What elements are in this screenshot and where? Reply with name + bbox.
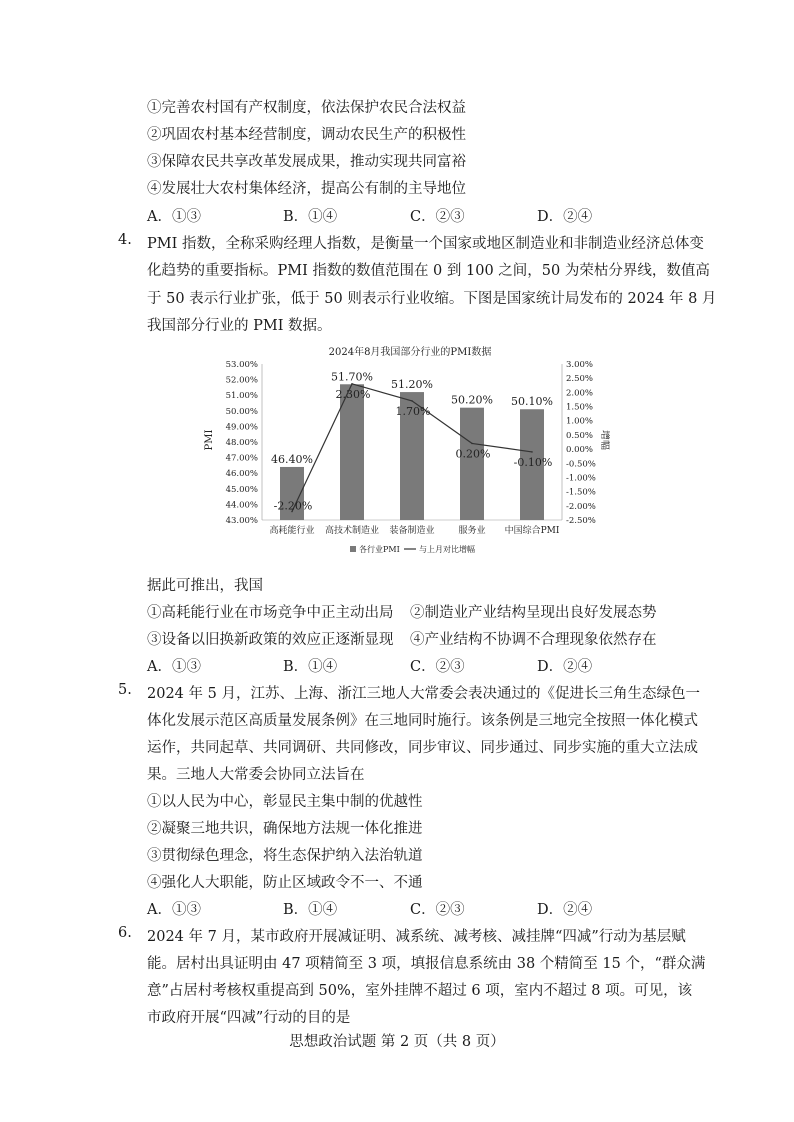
q3-option-b: B．①④ [283, 209, 338, 225]
q3-option-a: A．①③ [147, 209, 201, 225]
y2-tick-label: 2.50% [566, 374, 594, 385]
q3-statement-1: ①完善农村国有产权制度，依法保护农民合法权益 [147, 100, 466, 116]
y-tick-label: 47.00% [225, 453, 258, 464]
pmi-chart [200, 340, 610, 560]
y-tick-label: 43.00% [225, 516, 258, 526]
q4-statement-1: ①高耗能行业在市场竞争中正主动出局 [147, 605, 394, 621]
q4-option-d: D．②④ [537, 659, 593, 675]
q4-number: 4. [118, 232, 132, 248]
q5-statement-1: ①以人民为中心，彰显民主集中制的优越性 [147, 794, 423, 810]
q5-option-b: B．①④ [283, 902, 338, 918]
q4-option-b: B．①④ [283, 659, 338, 675]
bar-value-label: 50.20% [451, 393, 493, 407]
y2-tick-label: -2.00% [566, 501, 596, 512]
q4-statement-3: ③设备以旧换新政策的效应正逐渐显现 [147, 632, 394, 648]
x-tick-label: 高耗能行业 [269, 526, 315, 536]
q4-option-a: A．①③ [147, 659, 201, 675]
y-tick-label: 44.00% [225, 500, 258, 511]
pmi-chart-svg [200, 340, 610, 560]
legend-line-label: 与上月对比增幅 [419, 545, 475, 554]
q3-option-c: C．②③ [410, 209, 465, 225]
chart-y-axis-label: PMI [204, 429, 215, 451]
y2-tick-label: -1.50% [566, 487, 596, 498]
line-point-4 [471, 443, 473, 445]
q4-stem-line-4: 我国部分行业的 PMI 数据。 [147, 318, 332, 334]
q3-statement-2: ②巩固农村基本经营制度，调动农民生产的积极性 [147, 127, 466, 143]
bar-value-label: 50.10% [511, 395, 553, 409]
y2-tick-label: 1.00% [566, 416, 594, 427]
q5-stem-line-3: 运作，共同起草、共同调研、共同修改，同步审议、同步通过、同步实施的重大立法成 [147, 740, 698, 756]
line-value-label: -0.10% [513, 455, 553, 469]
y-tick-label: 53.00% [225, 360, 258, 370]
q5-number: 5. [118, 682, 132, 698]
y2-tick-label: 2.00% [566, 388, 594, 399]
q5-option-d: D．②④ [537, 902, 593, 918]
q5-statement-2: ②凝聚三地共识，确保地方法规一体化推进 [147, 821, 423, 837]
line-value-label: 2.30% [335, 387, 371, 401]
q6-number: 6. [118, 925, 132, 941]
q5-statement-4: ④强化人大职能，防止区域政令不一、不通 [147, 875, 423, 891]
line-point-3 [411, 400, 413, 402]
q5-stem-line-2: 体化发展示范区高质量发展条例》在三地同时施行。该条例是三地完全按照一体化模式 [147, 713, 698, 729]
line-value-label: -2.20% [273, 499, 313, 513]
y-tick-label: 52.00% [225, 375, 258, 386]
bar-2 [340, 384, 364, 520]
q6-stem-line-1: 2024 年 7 月，某市政府开展减证明、减系统、减考核、减挂牌“四减”行动为基层赋 [147, 929, 686, 945]
y-tick-label: 48.00% [225, 438, 258, 448]
chart-title: 2024年8月我国部分行业的PMI数据 [328, 347, 492, 358]
q6-stem-line-4: 市政府开展“四减”行动的目的是 [147, 1010, 351, 1026]
y-tick-label: 46.00% [225, 469, 258, 480]
bar-value-label: 46.40% [271, 452, 313, 466]
y2-tick-label: -0.50% [566, 459, 596, 470]
x-tick-label: 装备制造业 [389, 526, 435, 536]
y-tick-label: 45.00% [225, 484, 258, 495]
page-footer: 思想政治试题 第 2 页（共 8 页） [289, 1034, 505, 1050]
legend-bar-label: 各行业PMI [359, 545, 400, 554]
q4-stem-line-3: 于 50 表示行业扩张，低于 50 则表示行业收缩。下图是国家统计局发布的 2024 年 8 月 [147, 291, 717, 307]
q4-stem-line-1: PMI 指数，全称采购经理人指数，是衡量一个国家或地区制造业和非制造业经济总体变 [147, 236, 704, 252]
x-tick-label: 服务业 [458, 526, 486, 536]
bar-value-label: 51.70% [331, 370, 373, 384]
line-point-2 [351, 383, 353, 385]
q4-after-chart: 据此可推出，我国 [147, 578, 263, 594]
y2-tick-label: -2.50% [566, 516, 596, 526]
y-tick-label: 50.00% [225, 406, 258, 417]
q4-statement-2: ②制造业产业结构呈现出良好发展态势 [410, 605, 657, 621]
bar-4 [460, 408, 484, 520]
q5-stem-line-4: 果。三地人大常委会协同立法旨在 [147, 767, 365, 783]
x-tick-label: 中国综合PMI [504, 526, 560, 536]
bar-value-label: 51.20% [391, 378, 433, 392]
q3-option-d: D．②④ [537, 209, 593, 225]
q3-statement-4: ④发展壮大农村集体经济，提高公有制的主导地位 [147, 181, 466, 197]
chart-legend [350, 544, 475, 554]
chart-y2-axis-label: 增幅 [599, 430, 610, 450]
line-value-label: 1.70% [395, 404, 431, 418]
y-tick-label: 51.00% [225, 391, 258, 402]
x-tick-label: 高技术制造业 [324, 526, 380, 536]
q5-option-c: C．②③ [410, 902, 465, 918]
legend-bar-swatch [350, 546, 356, 552]
y-tick-label: 49.00% [225, 422, 258, 433]
q4-option-c: C．②③ [410, 659, 465, 675]
line-point-5 [531, 451, 533, 453]
y2-tick-label: 0.50% [566, 430, 594, 441]
q6-stem-line-3: 意”占居村考核权重提高到 50%，室外挂牌不超过 6 项，室内不超过 8 项。可见，该 [147, 983, 693, 999]
q3-statement-3: ③保障农民共享改革发展成果，推动实现共同富裕 [147, 154, 466, 170]
q6-stem-line-2: 能。居村出具证明由 47 项精简至 3 项，填报信息系统由 38 个精简至 15 个，“群众满 [147, 956, 706, 972]
q5-option-a: A．①③ [147, 902, 201, 918]
y2-tick-label: 3.00% [566, 360, 594, 370]
line-value-label: 0.20% [455, 447, 491, 461]
q4-stem-line-2: 化趋势的重要指标。PMI 指数的数值范围在 0 到 100 之间，50 为荣枯分界线，数值高 [147, 263, 710, 279]
y2-tick-label: 0.00% [566, 445, 594, 456]
q5-stem-line-1: 2024 年 5 月，江苏、上海、浙江三地人大常委会表决通过的《促进长三角生态绿色一 [147, 686, 700, 702]
y2-tick-label: 1.50% [566, 402, 594, 413]
q4-statement-4: ④产业结构不协调不合理现象依然存在 [410, 632, 657, 648]
q5-statement-3: ③贯彻绿色理念，将生态保护纳入法治轨道 [147, 848, 423, 864]
y2-tick-label: -1.00% [566, 473, 596, 484]
